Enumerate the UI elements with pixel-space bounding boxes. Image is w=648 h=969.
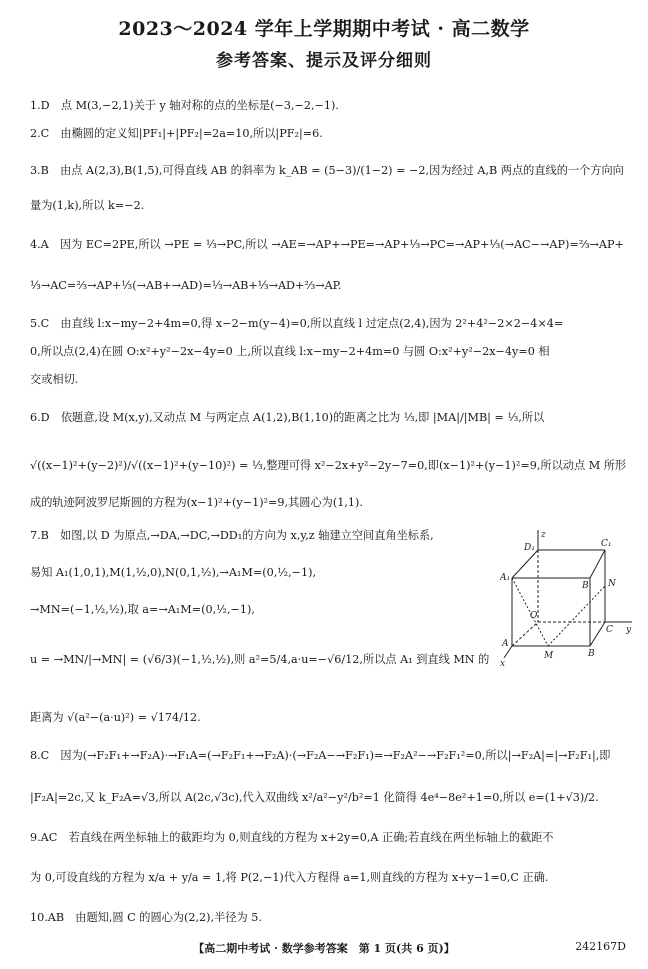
answer-7-cont: 易知 A₁(1,0,1),M(1,½,0),N(0,1,½),→A₁M=(0,½,−1), [30,566,317,579]
label-c1: C₁ [601,539,612,549]
answer-1: 1.D 点 M(3,−2,1)关于 y 轴对称的点的坐标是(−3,−2,−1). [30,99,339,112]
answer-3: 3.B 由点 A(2,3),B(1,5),可得直线 AB 的斜率为 k_AB = (5−3)/(1−2) = −2,因为经过 A,B 两点的直线的一个方向向 [30,164,624,177]
edge-b-c [590,622,605,646]
label-b: B [588,649,595,659]
answer-6: 6.D 依题意,设 M(x,y),又动点 M 与两定点 A(1,2),B(1,10)的距离之比为 ⅓,即 |MA|/|MB| = ⅓,所以 [30,411,545,424]
cube-figure [500,528,640,668]
answer-7: 7.B 如图,以 D 为原点,→DA,→DC,→DD₁的方向为 x,y,z 轴建立空间直角坐标系, [30,529,434,542]
label-x: x [500,659,506,668]
answer-6-cont: √((x−1)²+(y−2)²)/√((x−1)²+(y−10)²) = ⅓,整理可得 x²−2x+y²−2y−7=0,即(x−1)²+(y−1)²=9,所以动点 M 所形 [30,459,627,472]
edge-b-c1 [590,550,605,578]
answer-7-cont4: 距离为 √(a²−(a·u)²) = √174/12. [30,711,201,724]
answer-9-cont: 为 0,可设直线的方程为 x/a + y/a = 1,将 P(2,−1)代入方程得 a=1,则直线的方程为 x+y−1=0,C 正确. [30,871,549,884]
answer-5: 5.C 由直线 l:x−my−2+4m=0,得 x−2−m(y−4)=0,所以直线 l 过定点(2,4),因为 2²+4²−2×2−4×4= [30,317,564,330]
label-m: M [544,651,554,661]
segment-m-n [548,586,605,646]
answer-5-cont: 0,所以点(2,4)在圆 O:x²+y²−2x−4y=0 上,所以直线 l:x−my−2+4m=0 与圆 O:x²+y²−2x−4y=0 相 [30,345,550,358]
label-b1: B [582,581,589,591]
answer-10: 10.AB 由题知,圆 C 的圆心为(2,2),半径为 5. [30,911,262,924]
answer-8-cont: |F₂A|=2c,又 k_F₂A=√3,所以 A(2c,√3c),代入双曲线 x²/a²−y²/b²=1 化简得 4e⁴−8e²+1=0,所以 e=(1+√3)/2. [30,791,599,804]
answer-6-cont2: 成的轨迹阿波罗尼斯圆的方程为(x−1)²+(y−1)²=9,其圆心为(1,1). [30,496,363,509]
label-d1: D₁ [524,543,535,553]
edge-a1-d1 [512,550,538,578]
answer-4-cont: ⅓→AC=⅔→AP+⅓(→AB+→AD)=⅓→AB+⅓→AD+⅔→AP. [30,279,342,292]
page-subtitle: 参考答案、提示及评分细则 [216,51,432,71]
answer-7-cont2: →MN=(−1,½,½),取 a=→A₁M=(0,½,−1), [30,603,255,616]
document-code: 242167D [575,940,626,953]
label-a: A [502,639,509,649]
edge-a-d [512,622,538,646]
label-y: y [626,625,632,635]
page-title: 2023～2024 学年上学期期中考试 · 高二数学 [118,18,530,40]
page-footer: 【高二期中考试 · 数学参考答案 第 1 页(共 6 页)】 [193,942,455,955]
answer-5-cont2: 交或相切. [30,373,79,386]
label-c: C [606,625,613,635]
label-n: N [608,579,616,589]
answer-2: 2.C 由椭圆的定义知|PF₁|+|PF₂|=2a=10,所以|PF₂|=6. [30,127,323,140]
answer-9: 9.AC 若直线在两坐标轴上的截距均为 0,则直线的方程为 x+2y=0,A 正确;若直线在两坐标轴上的截距不 [30,831,554,844]
label-z: z [541,530,546,540]
label-a1: A₁ [500,573,511,583]
answer-3-cont: 量为(1,k),所以 k=−2. [30,199,145,212]
answer-7-cont3: u = →MN/|→MN| = (√6/3)(−1,½,½),则 a²=5/4,a·u=−√6/12,所以点 A₁ 到直线 MN 的 [30,653,490,666]
answer-4: 4.A 因为 EC=2PE,所以 →PE = ⅓→PC,所以 →AE=→AP+→PE=→AP+⅓→PC=→AP+⅓(→AC−→AP)=⅔→AP+ [30,238,624,251]
label-o: O [530,611,538,621]
answer-8: 8.C 因为(→F₂F₁+→F₂A)·→F₁A=(→F₂F₁+→F₂A)·(→F₂A−→F₂F₁)=→F₂A²−→F₂F₁²=0,所以|→F₂A|=|→F₂F₁|,即 [30,749,611,762]
